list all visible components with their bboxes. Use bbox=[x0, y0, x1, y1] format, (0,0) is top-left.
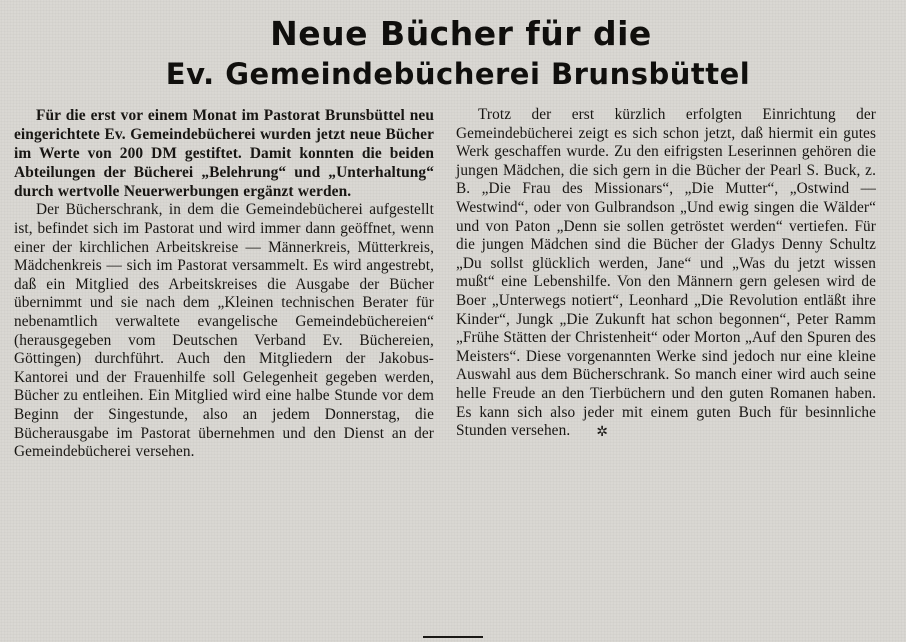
bottom-divider bbox=[423, 636, 483, 638]
headline-line-2: Ev. Gemeindebücherei Brunsbüttel bbox=[165, 57, 751, 91]
end-mark-icon: ✲ bbox=[596, 425, 609, 441]
article-body bbox=[0, 106, 906, 462]
paragraph bbox=[456, 106, 876, 441]
article-headline bbox=[0, 0, 906, 93]
paragraph: Der Bücherschrank, in dem die Gemeindebücherei aufgestellt ist, befindet sich im Pastorat und wird immer dann geöffnet, wenn einer der kirchlichen Arbeitskreise — Männerkreis, Mütterkreis, Mädchenkreis — sich im Pastorat versammelt. Es wird angestrebt, daß ein Mitglied des Arbeitskreises die Ausgabe der Bücher übernimmt und sie nach dem „Kleinen technischen Berater für nebenamtlich verwaltete evangelische Gemeindebüchereien“ (herausgegeben vom Deutschen Verband Ev. Büchereien, Göttingen) durchführt. Auch den Mitgliedern der Jakobus-Kantorei und der Frauenhilfe soll Gelegenheit gegeben werden, Bücher zu entleihen. Ein Mitglied wird eine halbe Stunde vor dem Beginn der Singestunde, also an jedem Donnerstag, die Bücherausgabe im Pastorat übernehmen und den Dienst an der Gemeindebücherei versehen. bbox=[14, 201, 434, 461]
paragraph-lead: Für die erst vor einem Monat im Pastorat Brunsbüttel neu eingerichtete Ev. Gemeindebücherei wurden jetzt neue Bücher im Werte von 200 DM gestiftet. Damit konnten die beiden Abteilungen der Bücherei „Belehrung“ und „Unterhaltung“ durch wertvolle Neuerwerbungen ergänzt werden. bbox=[14, 107, 434, 201]
column-right bbox=[456, 106, 876, 462]
headline-line-1: Neue Bücher für die bbox=[270, 14, 652, 53]
column-left bbox=[14, 106, 434, 462]
paragraph-text: Trotz der erst kürzlich erfolgten Einrichtung der Gemeindebücherei zeigt es sich schon jetzt, daß hiermit ein gutes Werk geschaffen wurde. Zu den eifrigsten Leserinnen gehören die jungen Mädchen, die sich gern in die Bücher der Pearl S. Buck, z. B. „Die Frau des Missionars“, „Die Mutter“, „Ostwind — Westwind“, oder von Gulbrandson „Und ewig singen die Wälder“ und von Paton „Denn sie sollen getröstet werden“ vertiefen. Für die jungen Mädchen sind die Bücher der Gladys Denny Schultz „Du sollst glücklich werden, Jane“ und „Was du jetzt wissen mußt“ eine Lebenshilfe. Von den Männern gern gelesen wird de Boer „Unterwegs notiert“, Leonhard „Die Revolution entläßt ihre Kinder“, Jungk „Die Zukunft hat schon begonnen“, Peter Ramm „Frühe Stätten der Christenheit“ oder Morton „Auf den Spuren des Meisters“. Diese vorgenannten Werke sind jedoch nur eine kleine Auswahl aus dem Bücherschrank. So manch einer wird auch seine helle Freude an den Tierbüchern und den guten Romanen haben. Es kann sich also jeder mit einem guten Buch für besinnliche Stunden versehen. bbox=[456, 106, 876, 440]
